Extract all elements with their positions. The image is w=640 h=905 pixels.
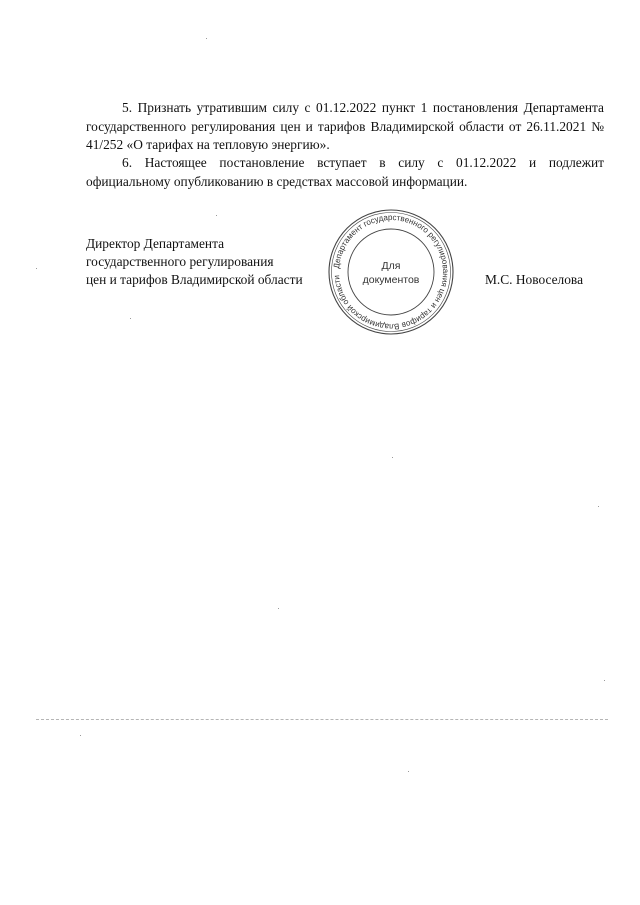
scan-speck bbox=[598, 506, 599, 507]
signer-title bbox=[86, 235, 326, 289]
seal-ring-text: Департамент государственного регулирования цен и тарифов Владимирской области bbox=[332, 212, 451, 332]
signer-title-line: государственного регулирования bbox=[86, 254, 274, 269]
seal-center-line: документов bbox=[362, 274, 420, 286]
signer-name: М.С. Новоселова bbox=[485, 272, 584, 287]
paragraph-5: 5. Признать утратившим силу с 01.12.2022 пункт 1 постановления Департамента государственного регулирования цен и тарифов Владимирской области от 26.11.2021 № 41/252 «О тарифах на тепловую энергию». bbox=[86, 100, 604, 152]
seal-graphic bbox=[326, 207, 456, 337]
seal-center-line: Для bbox=[381, 260, 401, 272]
scan-speck bbox=[130, 318, 131, 319]
scan-speck bbox=[36, 268, 37, 269]
signer-title-line: цен и тарифов Владимирской области bbox=[86, 272, 303, 287]
signer-title-line: Директор Департамента bbox=[86, 236, 225, 251]
official-seal bbox=[326, 207, 456, 337]
scan-speck bbox=[206, 38, 207, 39]
paragraph-6: 6. Настоящее постановление вступает в силу с 01.12.2022 и подлежит официальному опубликованию в средствах массовой информации. bbox=[86, 155, 604, 189]
scan-speck bbox=[216, 215, 217, 216]
scan-speck bbox=[408, 771, 409, 772]
scan-speck bbox=[80, 735, 81, 736]
scan-artifact-line bbox=[36, 719, 608, 721]
scan-speck bbox=[278, 608, 279, 609]
scan-speck bbox=[392, 457, 393, 458]
scan-speck bbox=[604, 680, 605, 681]
